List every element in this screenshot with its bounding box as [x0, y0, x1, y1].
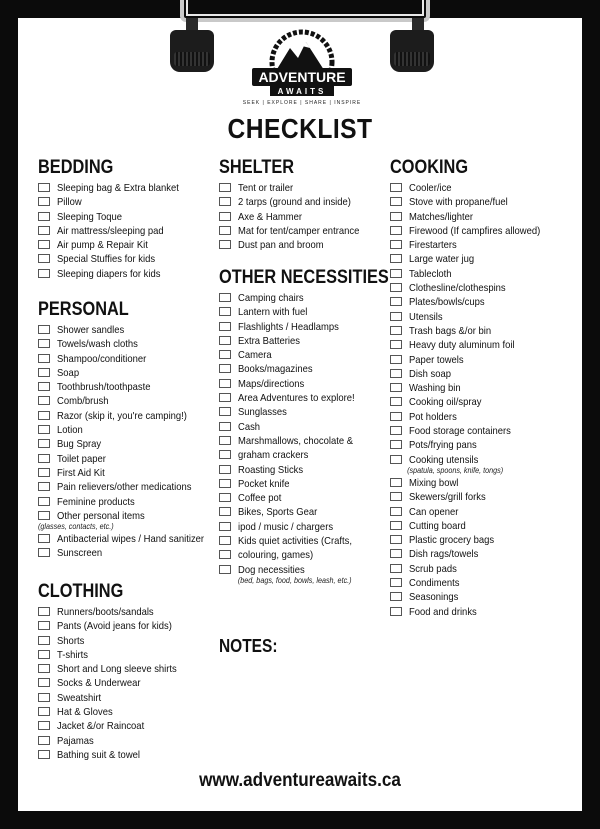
section-title-personal: PERSONAL	[38, 299, 129, 320]
checklist-item-label: Tent or trailer	[238, 182, 294, 194]
checkbox[interactable]	[390, 578, 402, 587]
checkbox[interactable]	[219, 364, 231, 373]
checklist-item[interactable]	[38, 677, 190, 691]
checklist-item[interactable]	[38, 467, 220, 481]
checklist-item[interactable]	[38, 453, 220, 467]
checklist-item-label: Soap	[57, 366, 80, 379]
checklist-item[interactable]	[390, 534, 555, 548]
checkbox[interactable]	[38, 736, 50, 745]
checklist-item[interactable]	[38, 225, 192, 239]
checklist-item-label: Camera	[238, 349, 272, 362]
checkbox[interactable]	[38, 454, 50, 463]
checkbox[interactable]	[390, 326, 402, 335]
checklist-item-label: graham crackers	[238, 449, 309, 462]
checklist-item[interactable]	[390, 311, 555, 325]
checkbox[interactable]	[390, 369, 402, 378]
checklist-item[interactable]	[390, 396, 555, 410]
checklist-item-label: Jacket &/or Raincoat	[57, 720, 145, 733]
checklist-item-label: Dust pan and broom	[238, 239, 324, 252]
checkbox[interactable]	[390, 507, 402, 516]
checklist-item-label: Short and Long sleeve shirts	[57, 663, 177, 676]
checklist-item[interactable]	[38, 410, 220, 424]
checkbox[interactable]	[390, 397, 402, 406]
checkbox[interactable]	[38, 368, 50, 377]
checklist-item-label: T-shirts	[57, 648, 88, 661]
checkbox[interactable]	[38, 664, 50, 673]
checkbox[interactable]	[219, 379, 231, 388]
checkbox[interactable]	[38, 411, 50, 420]
checkbox[interactable]	[38, 511, 50, 520]
checklist-item-label: Towels/wash cloths	[57, 338, 138, 351]
checklist-item[interactable]	[38, 692, 190, 706]
checklist-item-label: Seasonings	[409, 591, 459, 604]
checklist-item[interactable]	[38, 481, 220, 495]
checklist-item[interactable]	[219, 535, 416, 549]
checkbox[interactable]	[219, 479, 231, 488]
logo-tagline: SEEK | EXPLORE | SHARE | INSPIRE	[242, 100, 362, 106]
checklist-item-label: Toilet paper	[57, 452, 106, 465]
checklist-item-label: Feminine products	[57, 495, 135, 508]
checkbox[interactable]	[390, 455, 402, 464]
checkbox[interactable]	[38, 468, 50, 477]
checklist-item[interactable]	[390, 282, 555, 296]
checklist-item[interactable]	[390, 491, 555, 505]
checklist-item-label: Mat for tent/camper entrance	[238, 224, 360, 237]
checklist-item-label: Lotion	[57, 424, 83, 437]
checkbox[interactable]	[219, 350, 231, 359]
checkbox[interactable]	[390, 521, 402, 530]
checklist-item[interactable]	[219, 211, 373, 225]
checklist-item-label: Tablecloth	[409, 267, 452, 280]
checklist-item-label: Pot holders	[409, 410, 457, 423]
checklist-item-label: Cooking utensils	[409, 453, 479, 466]
checklist-item[interactable]	[38, 381, 220, 395]
checkbox[interactable]	[38, 325, 50, 334]
checklist-item[interactable]	[390, 606, 555, 620]
checklist-item-label: Skewers/grill forks	[409, 491, 486, 504]
checklist-item[interactable]	[38, 324, 220, 338]
checkbox[interactable]	[38, 339, 50, 348]
checklist-item[interactable]	[219, 196, 373, 210]
checklist-item-label: Coffee pot	[238, 492, 282, 505]
checklist-item-label: Washing bin	[409, 382, 461, 395]
checkbox[interactable]	[38, 721, 50, 730]
checkbox[interactable]	[219, 422, 231, 431]
checklist-item-label: Pillow	[57, 196, 82, 209]
checklist-item[interactable]	[390, 477, 555, 491]
checklist-item-label: Large water jug	[409, 253, 475, 266]
checklist-item[interactable]	[38, 720, 190, 734]
checkbox[interactable]	[390, 383, 402, 392]
checkbox[interactable]	[38, 650, 50, 659]
checkbox[interactable]	[390, 564, 402, 573]
checklist-item[interactable]	[219, 478, 416, 492]
checkbox[interactable]	[390, 478, 402, 487]
checkbox[interactable]	[219, 393, 231, 402]
checklist-item[interactable]	[390, 439, 555, 453]
checklist-item[interactable]	[219, 182, 373, 196]
checklist-item-label: Special Stuffies for kids	[57, 253, 156, 266]
checkbox[interactable]	[390, 607, 402, 616]
checkbox[interactable]	[219, 336, 231, 345]
checklist-item[interactable]	[390, 382, 555, 396]
checkbox[interactable]	[38, 750, 50, 759]
checkbox[interactable]	[390, 592, 402, 601]
checklist-item[interactable]	[219, 306, 416, 320]
checkbox[interactable]	[390, 197, 402, 206]
section-cooking	[390, 158, 555, 620]
checklist-item-label: Condiments	[409, 577, 460, 590]
checklist-item-label: Socks & Underwear	[57, 677, 141, 690]
checklist-item[interactable]	[38, 749, 190, 763]
checklist-item-label: Comb/brush	[57, 395, 109, 408]
checkbox[interactable]	[219, 550, 231, 559]
checkbox[interactable]	[38, 396, 50, 405]
checkbox[interactable]	[219, 507, 231, 516]
clipboard-clip-left	[170, 30, 214, 72]
clipboard-wire-inner	[186, 0, 424, 16]
checklist-item[interactable]	[38, 496, 220, 510]
checklist-item[interactable]	[219, 506, 416, 520]
checklist-item-label: Lantern with fuel	[238, 306, 308, 319]
checklist-item-label: Sleeping Toque	[57, 210, 122, 223]
checkbox[interactable]	[219, 450, 231, 459]
website-url: www.adventureawaits.ca	[199, 770, 401, 791]
logo-text-adventure: ADVENTURE	[258, 69, 346, 85]
checklist-item-label: Razor (skip it, you're camping!)	[57, 409, 187, 422]
checklist-item-label: Antibacterial wipes / Hand sanitizer	[57, 533, 205, 546]
checklist-item[interactable]	[390, 196, 555, 210]
checklist-item-note: (bed, bags, food, bowls, leash, etc.)	[237, 575, 352, 585]
checklist-item-label: Pots/frying pans	[409, 439, 477, 452]
checkbox[interactable]	[38, 439, 50, 448]
checklist-item-label: Clothesline/clothespins	[409, 282, 506, 295]
checklist-item[interactable]	[38, 338, 220, 352]
checklist-item[interactable]	[390, 239, 555, 253]
checklist-item-label: Dog necessities	[238, 563, 305, 576]
checkbox[interactable]	[219, 293, 231, 302]
checklist-item[interactable]	[390, 425, 555, 439]
checklist-item-label: Air mattress/sleeping pad	[57, 224, 164, 237]
checkbox[interactable]	[38, 183, 50, 192]
checklist-item[interactable]	[38, 663, 190, 677]
checklist-item-label: Food storage containers	[409, 425, 511, 438]
checklist-item[interactable]	[38, 353, 220, 367]
checklist-item-label: Hat & Gloves	[57, 706, 113, 719]
checklist-item[interactable]	[219, 421, 416, 435]
adventure-awaits-logo	[248, 28, 356, 106]
notes-label: NOTES:	[219, 636, 278, 656]
checklist-item[interactable]	[390, 211, 555, 225]
checklist-item[interactable]	[390, 225, 555, 239]
checkbox[interactable]	[38, 269, 50, 278]
checklist-item[interactable]	[390, 411, 555, 425]
checklist-item-label: Sunglasses	[238, 406, 287, 419]
checkbox[interactable]	[390, 240, 402, 249]
checklist-item[interactable]	[38, 533, 220, 547]
checkbox[interactable]	[38, 497, 50, 506]
checklist-item-label: Cooking oil/spray	[409, 396, 482, 409]
checkbox[interactable]	[390, 254, 402, 263]
checklist-item-label: First Aid Kit	[57, 466, 105, 479]
checkbox[interactable]	[390, 355, 402, 364]
checklist-item-label: Food and drinks	[409, 605, 477, 618]
checkbox[interactable]	[219, 240, 231, 249]
checkbox[interactable]	[219, 407, 231, 416]
checkbox[interactable]	[219, 183, 231, 192]
checklist-item[interactable]	[219, 492, 416, 506]
checklist-item[interactable]	[219, 378, 416, 392]
checklist-item-label: Extra Batteries	[238, 334, 300, 347]
checklist-item-label: Bathing suit & towel	[57, 748, 140, 761]
checklist-item[interactable]	[219, 363, 416, 377]
checklist-item-label: Marshmallows, chocolate &	[238, 434, 354, 447]
section-shelter	[219, 158, 373, 253]
checklist-item-label: Camping chairs	[238, 292, 304, 304]
checkbox[interactable]	[390, 212, 402, 221]
checkbox[interactable]	[38, 212, 50, 221]
checklist-item[interactable]	[390, 591, 555, 605]
checkbox[interactable]	[38, 621, 50, 630]
checklist-item[interactable]	[219, 349, 416, 363]
checklist-item[interactable]	[38, 253, 192, 267]
clipboard-clip-right	[390, 30, 434, 72]
checklist-item-label: Runners/boots/sandals	[57, 606, 154, 618]
checklist-item-label: Shower sandles	[57, 324, 125, 336]
checkbox[interactable]	[38, 382, 50, 391]
checklist-item[interactable]	[219, 464, 416, 478]
checklist-item-label: Firewood (If campfires allowed)	[409, 224, 541, 237]
checklist-item-label: Pocket knife	[238, 477, 290, 490]
checkbox[interactable]	[390, 226, 402, 235]
checklist-item-label: Mixing bowl	[409, 476, 459, 489]
checklist-item-label: Sunscreen	[57, 547, 103, 560]
checklist-item-label: Trash bags &/or bin	[409, 324, 492, 337]
checklist-item-label: Axe & Hammer	[238, 210, 303, 223]
checklist-item[interactable]	[219, 392, 416, 406]
checklist-item-label: Air pump & Repair Kit	[57, 239, 148, 252]
checklist-item-label: Books/magazines	[238, 363, 313, 376]
checklist-item-label: Area Adventures to explore!	[238, 392, 355, 405]
checklist-item-label: Toothbrush/toothpaste	[57, 381, 151, 394]
checklist-item[interactable]	[390, 182, 555, 196]
checklist-item[interactable]	[219, 435, 416, 449]
checkbox[interactable]	[38, 254, 50, 263]
checklist-item[interactable]	[38, 268, 192, 282]
checklist-item-label: Can opener	[409, 505, 459, 518]
checklist-item-label: ipod / music / chargers	[238, 520, 334, 533]
checklist-item-label: Pain relievers/other medications	[57, 481, 192, 494]
checkbox[interactable]	[38, 482, 50, 491]
checklist-item-label: Plastic grocery bags	[409, 534, 495, 547]
checklist-item[interactable]	[38, 649, 190, 663]
checklist-item[interactable]	[219, 321, 416, 335]
checkbox[interactable]	[219, 565, 231, 574]
checklist-item-note: (glasses, contacts, etc.)	[38, 522, 114, 532]
checklist-item-label: Scrub pads	[409, 562, 457, 575]
checkbox[interactable]	[38, 607, 50, 616]
checkbox[interactable]	[390, 535, 402, 544]
checkbox[interactable]	[219, 465, 231, 474]
checklist-item-label: Maps/directions	[238, 377, 305, 390]
checklist-item-label: Bug Spray	[57, 438, 102, 451]
checkbox[interactable]	[38, 425, 50, 434]
checkbox[interactable]	[38, 240, 50, 249]
checklist-item[interactable]	[219, 335, 416, 349]
checkbox[interactable]	[38, 707, 50, 716]
section-title-cooking: COOKING	[390, 157, 469, 178]
checklist-item-label: Plates/bowls/cups	[409, 296, 485, 309]
section-title-shelter: SHELTER	[219, 157, 295, 178]
section-other-necessities	[219, 268, 416, 587]
checklist-item-label: Stove with propane/fuel	[409, 196, 508, 209]
checkbox[interactable]	[219, 493, 231, 502]
checkbox[interactable]	[390, 440, 402, 449]
checklist-item[interactable]	[390, 548, 555, 562]
checklist-item-label: Sleeping bag & Extra blanket	[57, 182, 179, 194]
section-personal	[38, 300, 220, 562]
checklist-item-label: Dish rags/towels	[409, 548, 479, 561]
checklist-item[interactable]	[38, 735, 190, 749]
checklist-item-note: (spatula, spoons, knife, tongs)	[407, 465, 504, 475]
checkbox[interactable]	[38, 678, 50, 687]
checkbox[interactable]	[390, 426, 402, 435]
checklist-item[interactable]	[38, 367, 220, 381]
checkbox[interactable]	[390, 492, 402, 501]
checklist-item[interactable]	[219, 549, 416, 563]
section-bedding	[38, 158, 192, 282]
checklist-item[interactable]	[390, 253, 555, 267]
checkbox[interactable]	[390, 312, 402, 321]
checklist-item-label: Shampoo/conditioner	[57, 352, 147, 365]
checklist-item[interactable]	[390, 354, 555, 368]
checklist-item[interactable]	[219, 406, 416, 420]
checklist-item[interactable]	[390, 368, 555, 382]
checklist-item[interactable]	[38, 211, 192, 225]
checklist-item-label: Heavy duty aluminum foil	[409, 339, 515, 352]
checklist-item-label: Matches/lighter	[409, 210, 474, 223]
checkbox[interactable]	[219, 436, 231, 445]
checklist-item[interactable]	[38, 438, 220, 452]
checkbox[interactable]	[390, 269, 402, 278]
section-title-other: OTHER NECESSITIES	[219, 267, 389, 288]
checkbox[interactable]	[219, 212, 231, 221]
checklist-item[interactable]	[38, 706, 190, 720]
checklist-item[interactable]	[390, 268, 555, 282]
checkbox[interactable]	[219, 322, 231, 331]
checkbox[interactable]	[38, 636, 50, 645]
checklist-item-label: Shorts	[57, 634, 85, 647]
checkbox[interactable]	[219, 226, 231, 235]
checklist-item[interactable]	[38, 424, 220, 438]
checklist-item[interactable]	[38, 182, 192, 196]
checklist-item[interactable]	[38, 606, 190, 620]
checkbox[interactable]	[38, 693, 50, 702]
checkbox[interactable]	[390, 340, 402, 349]
checklist-item-label: colouring, games)	[238, 549, 314, 562]
section-title-bedding: BEDDING	[38, 157, 114, 178]
checklist-item-label: Cash	[238, 420, 261, 433]
checklist-item[interactable]	[219, 225, 373, 239]
checklist-item-label: Dish soap	[409, 367, 452, 380]
checkbox[interactable]	[219, 307, 231, 316]
checklist-item[interactable]	[390, 339, 555, 353]
checklist-item-label: Pants (Avoid jeans for kids)	[57, 620, 172, 633]
checkbox[interactable]	[390, 297, 402, 306]
checklist-item-label: Cutting board	[409, 519, 466, 532]
checkbox[interactable]	[38, 197, 50, 206]
checklist-item[interactable]	[390, 296, 555, 310]
checklist-item[interactable]	[38, 635, 190, 649]
checkbox[interactable]	[219, 522, 231, 531]
checkbox[interactable]	[219, 197, 231, 206]
checklist-item[interactable]	[390, 520, 555, 534]
checklist-item[interactable]	[390, 577, 555, 591]
checklist-item[interactable]	[38, 395, 220, 409]
checklist-item[interactable]	[390, 325, 555, 339]
checkbox[interactable]	[219, 536, 231, 545]
checklist-item[interactable]	[38, 239, 192, 253]
checklist-item-label: 2 tarps (ground and inside)	[238, 196, 351, 209]
checklist-item[interactable]	[38, 620, 190, 634]
checkbox[interactable]	[38, 534, 50, 543]
checklist-item-label: Other personal items	[57, 509, 145, 522]
checkbox[interactable]	[390, 549, 402, 558]
checklist-item[interactable]	[219, 521, 416, 535]
checklist-item-label: Flashlights / Headlamps	[238, 320, 339, 333]
logo-text-awaits: AWAITS	[277, 87, 327, 96]
checklist-item-label: Bikes, Sports Gear	[238, 506, 318, 519]
checklist-item-label: Pajamas	[57, 734, 94, 747]
checkbox[interactable]	[390, 412, 402, 421]
checkbox[interactable]	[38, 226, 50, 235]
checklist-item[interactable]	[390, 563, 555, 577]
section-title-clothing: CLOTHING	[38, 581, 124, 602]
checklist-item[interactable]	[219, 239, 373, 253]
checklist-item-label: Kids quiet activities (Crafts,	[238, 535, 352, 548]
checklist-item-label: Firestarters	[409, 239, 457, 252]
checklist-item-label: Paper towels	[409, 353, 464, 366]
checklist-item[interactable]	[38, 547, 220, 561]
checkbox[interactable]	[390, 183, 402, 192]
checklist-item-label: Sweatshirt	[57, 691, 102, 704]
page-title: CHECKLIST	[227, 113, 373, 144]
checkbox[interactable]	[390, 283, 402, 292]
checkbox[interactable]	[38, 548, 50, 557]
checklist-item-label: Sleeping diapers for kids	[57, 267, 161, 280]
checkbox[interactable]	[38, 354, 50, 363]
checklist-item[interactable]	[390, 506, 555, 520]
checklist-item[interactable]	[38, 196, 192, 210]
checklist-item-label: Cooler/ice	[409, 182, 452, 194]
checklist-item[interactable]	[219, 292, 416, 306]
checklist-item[interactable]	[219, 449, 416, 463]
checklist-item-label: Roasting Sticks	[238, 463, 304, 476]
checklist-item-label: Utensils	[409, 310, 443, 323]
section-clothing	[38, 582, 190, 763]
